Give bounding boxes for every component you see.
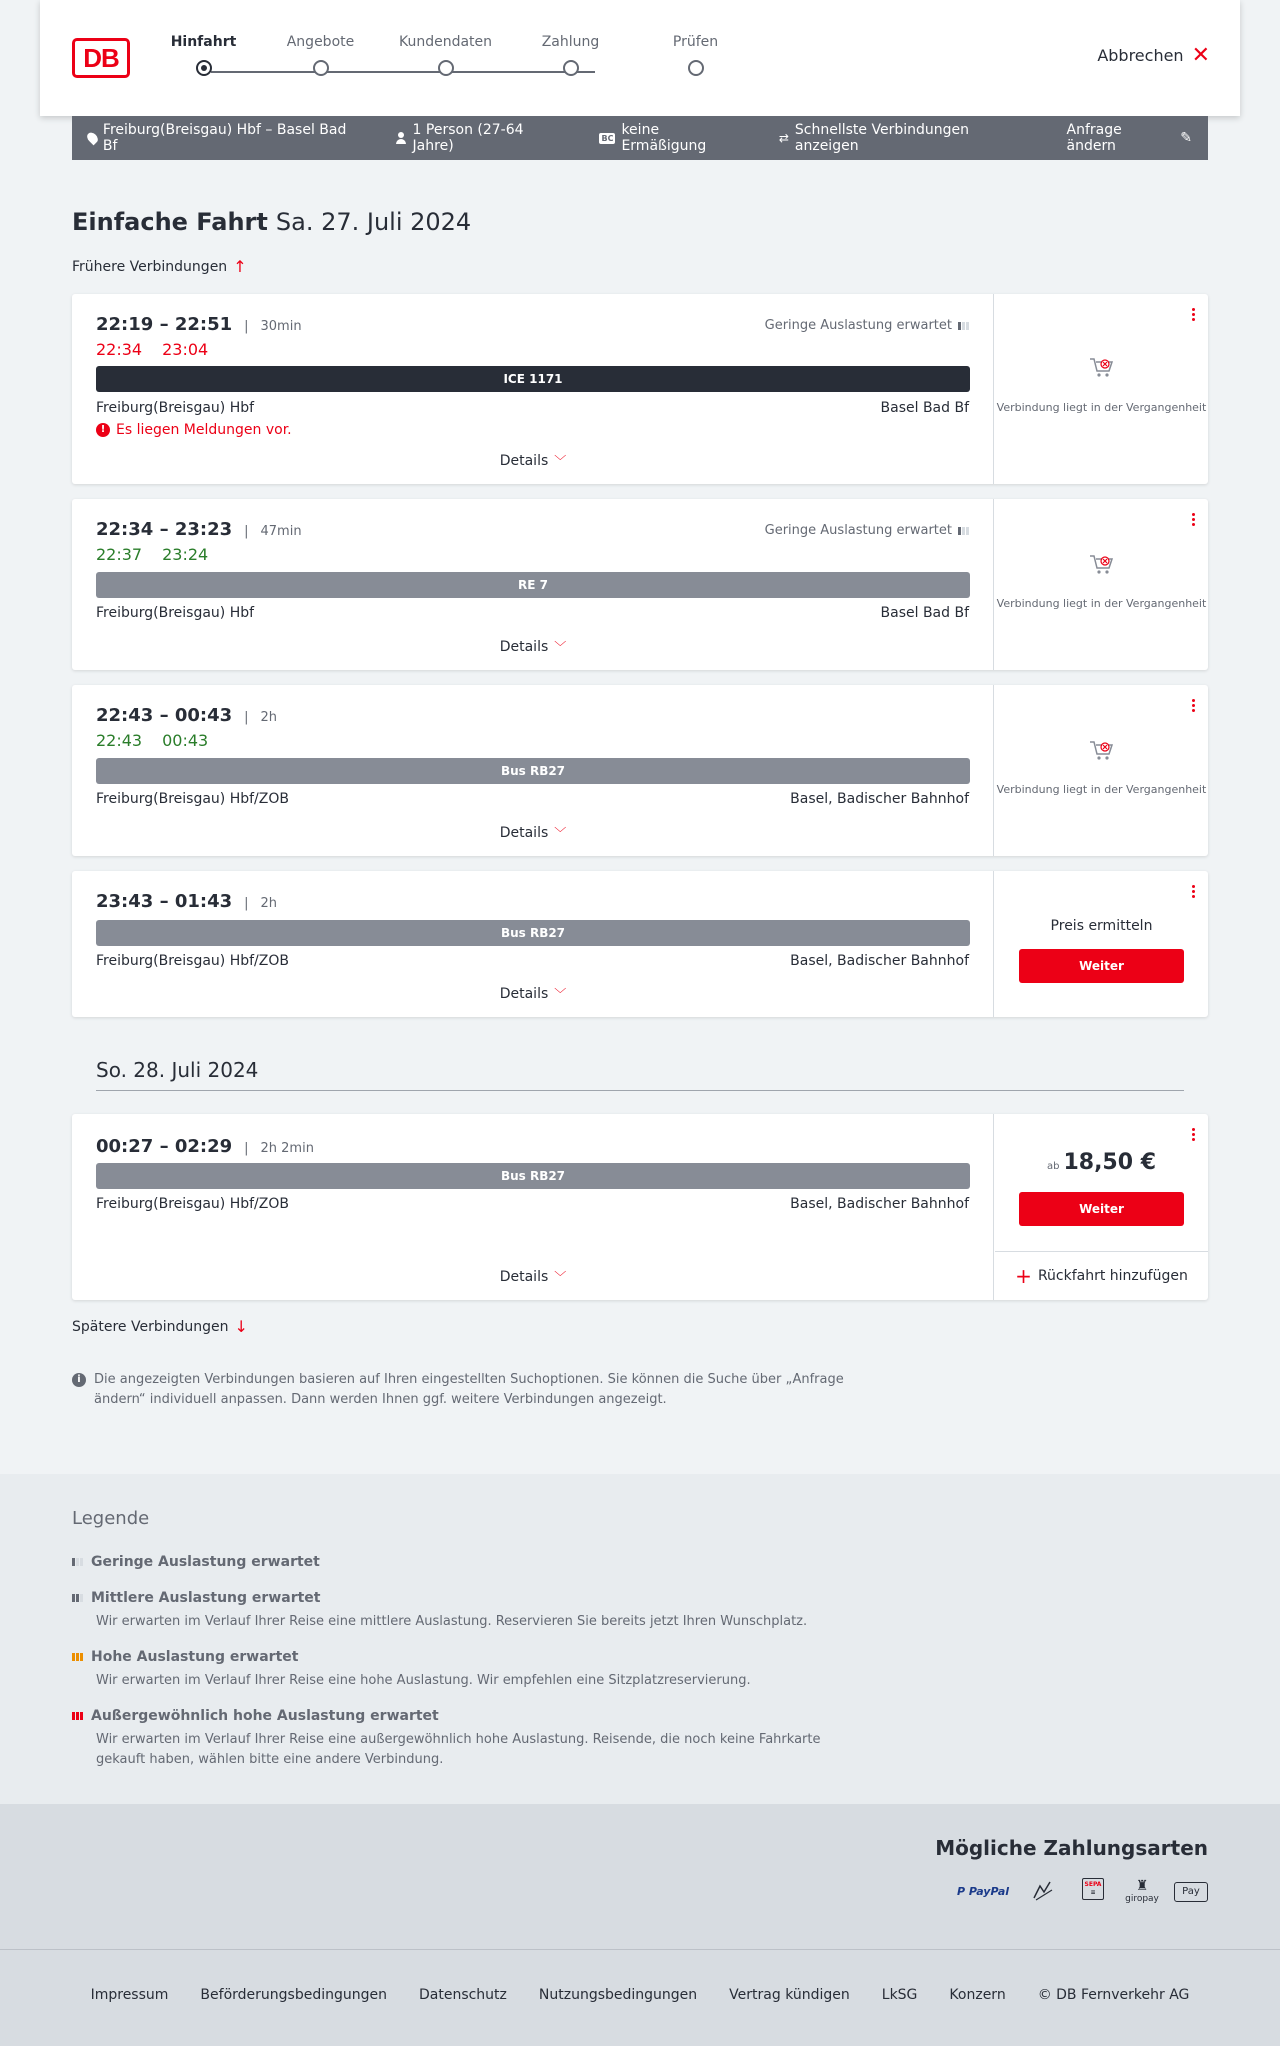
connection-offer <box>995 871 1208 1017</box>
price-determine-label: Preis ermitteln <box>1050 918 1153 934</box>
footer-link-konzern[interactable]: Konzern <box>949 1987 1006 2003</box>
persons-info <box>395 122 568 154</box>
legend-title: Legende <box>72 1508 150 1529</box>
step-zahlung <box>508 30 633 76</box>
duration: | 2h <box>244 896 277 911</box>
bahncard-icon: BC <box>601 133 614 143</box>
change-request-label: Anfrage ändern <box>1066 122 1122 154</box>
train-bar: Bus RB27 <box>96 1163 970 1189</box>
later-label: Spätere Verbindungen <box>72 1318 229 1335</box>
past-status: Verbindung liegt in der Vergangenheit <box>996 401 1207 414</box>
departure-station: Freiburg(Breisgau) Hbf/ZOB <box>96 953 289 969</box>
legend-item-desc: Wir erwarten im Verlauf Ihrer Reise eine hohe Auslastung. Wir empfehlen eine Sitzplatzreservierung. <box>96 1673 751 1688</box>
duration: | 30min <box>244 319 301 334</box>
high-load-icon <box>72 1653 83 1661</box>
load-text: Geringe Auslastung erwartet <box>764 318 952 333</box>
legend-item-low <box>72 1554 852 1570</box>
arrow-up-icon: ↑ <box>233 257 247 276</box>
realtime-arrival: 23:24 <box>162 545 209 564</box>
chevron-down-icon: ﹀ <box>554 454 567 468</box>
info-icon: i <box>72 1373 86 1387</box>
connection-main <box>72 294 994 484</box>
trip-type: Einfache Fahrt <box>72 208 268 236</box>
footer-link-datenschutz[interactable]: Datenschutz <box>418 1987 507 2003</box>
legend-item-title: Mittlere Auslastung erwartet <box>91 1590 321 1606</box>
connection-card[interactable] <box>72 1114 1208 1300</box>
load-indicator <box>765 318 969 333</box>
very-high-load-icon <box>72 1712 83 1720</box>
medium-load-icon <box>72 1594 83 1602</box>
giropay-label: giropay <box>1125 1894 1159 1904</box>
details-toggle[interactable] <box>72 985 994 1002</box>
continue-button[interactable]: Weiter <box>1019 1192 1184 1226</box>
connection-main <box>72 499 994 670</box>
connection-times <box>96 705 277 726</box>
persons-text: 1 Person (27-64 Jahre) <box>412 122 524 154</box>
legend-item-title: Geringe Auslastung erwartet <box>91 1554 320 1570</box>
realtime-departure: 22:34 <box>96 340 143 359</box>
arrow-down-icon: ↓ <box>234 1317 248 1336</box>
low-load-icon <box>72 1558 83 1566</box>
info-note <box>72 1370 852 1410</box>
departure-station: Freiburg(Breisgau) Hbf/ZOB <box>96 791 289 807</box>
details-toggle[interactable] <box>72 1268 994 1285</box>
discount-text: keine Ermäßigung <box>621 122 707 154</box>
paypal-logo: P PayPal <box>956 1885 1010 1898</box>
connection-main <box>72 1114 994 1300</box>
payment-methods-section <box>0 1804 1280 1949</box>
step-dot <box>563 60 579 76</box>
duration: | 2h 2min <box>244 1141 314 1156</box>
earlier-label: Frühere Verbindungen <box>72 258 228 275</box>
person-icon <box>395 132 407 144</box>
realtime-times <box>96 731 228 750</box>
lastschrift-icon <box>1030 1878 1056 1906</box>
footer-link-vertrag-kuendigen[interactable]: Vertrag kündigen <box>729 1987 850 2003</box>
connection-card[interactable] <box>72 685 1208 856</box>
arrival-station: Basel Bad Bf <box>880 605 969 621</box>
cancel-label: Abbrechen <box>1097 46 1184 65</box>
details-label: Details <box>499 825 549 841</box>
change-request-button[interactable] <box>1067 122 1192 154</box>
duration: | 2h <box>244 710 277 725</box>
realtime-departure: 22:43 <box>96 731 143 750</box>
chevron-down-icon: ﹀ <box>554 826 567 840</box>
arrival-station: Basel, Badischer Bahnhof <box>790 953 969 969</box>
page-title <box>72 208 471 236</box>
train-bar: Bus RB27 <box>96 920 970 946</box>
connection-offer <box>995 685 1208 856</box>
connection-offer <box>995 1114 1208 1300</box>
cart-unavailable-icon <box>1089 356 1115 378</box>
step-label: Hinfahrt <box>170 34 237 50</box>
connection-times <box>96 1136 314 1157</box>
option-text: Schnellste Verbindungen anzeigen <box>794 122 969 154</box>
connection-times <box>96 891 277 912</box>
step-dot <box>438 60 454 76</box>
paypal-label: PayPal <box>968 1885 1010 1898</box>
trip-date: Sa. 27. Juli 2024 <box>275 208 472 236</box>
step-hinfahrt <box>141 30 266 76</box>
giropay-logo: ♜ giropay <box>1122 1878 1162 1910</box>
legend-item-high <box>72 1649 852 1691</box>
connection-times <box>96 519 302 540</box>
sepa-icon: SEPA ≡ <box>1082 1878 1108 1906</box>
later-connections-link[interactable] <box>72 1317 248 1336</box>
low-load-icon <box>958 527 969 535</box>
legend-section <box>0 1474 1280 1804</box>
day-separator: So. 28. Juli 2024 <box>96 1058 1184 1091</box>
arrival-station: Basel, Badischer Bahnhof <box>790 1196 969 1212</box>
realtime-arrival: 23:04 <box>162 340 209 359</box>
price-value: 18,50 € <box>1063 1150 1157 1175</box>
arrival-station: Basel Bad Bf <box>880 400 969 416</box>
more-options-icon[interactable] <box>1192 308 1196 323</box>
times-text: 00:27 – 02:29 <box>96 1136 233 1157</box>
departure-station: Freiburg(Breisgau) Hbf/ZOB <box>96 1196 289 1212</box>
option-info <box>779 122 1035 154</box>
legend-item-desc: Wir erwarten im Verlauf Ihrer Reise eine außergewöhnlich hohe Auslastung. Reisende, die noch keine Fahrkarte gekauft haben, wählen bitte eine andere Verbindung. <box>96 1732 821 1767</box>
legend-item-very-high <box>72 1708 852 1770</box>
swap-arrows-icon: ⇄ <box>778 131 789 145</box>
times-text: 22:43 – 00:43 <box>96 705 233 726</box>
connection-times <box>96 314 302 335</box>
low-load-icon <box>958 322 969 330</box>
connection-main <box>72 871 994 1017</box>
details-label: Details <box>499 639 549 655</box>
price-prefix: ab <box>1046 1161 1060 1172</box>
route-text: Freiburg(Breisgau) Hbf – Basel Bad Bf <box>102 122 347 154</box>
step-label: Zahlung <box>541 34 600 50</box>
past-status: Verbindung liegt in der Vergangenheit <box>996 597 1207 610</box>
times-text: 22:19 – 22:51 <box>96 314 233 335</box>
realtime-arrival: 00:43 <box>162 731 209 750</box>
connection-card[interactable] <box>72 294 1208 484</box>
connection-card[interactable] <box>72 871 1208 1017</box>
price <box>995 1150 1208 1175</box>
db-logo[interactable]: DB <box>72 38 130 78</box>
more-options-icon[interactable] <box>1192 513 1196 528</box>
chevron-down-icon: ﹀ <box>554 1270 567 1284</box>
plus-icon: + <box>1015 1264 1032 1288</box>
departure-station: Freiburg(Breisgau) Hbf <box>96 605 255 621</box>
connection-main <box>72 685 994 856</box>
route-info <box>88 122 363 154</box>
message-notice[interactable] <box>96 422 292 438</box>
step-kundendaten <box>383 30 508 76</box>
times-text: 22:34 – 23:23 <box>96 519 233 540</box>
legend-item-medium <box>72 1590 852 1632</box>
departure-station: Freiburg(Breisgau) Hbf <box>96 400 255 416</box>
connection-offer <box>995 499 1208 670</box>
more-options-icon[interactable] <box>1192 885 1196 900</box>
footer-link-impressum[interactable]: Impressum <box>90 1987 169 2003</box>
arrival-station: Basel, Badischer Bahnhof <box>790 791 969 807</box>
past-status: Verbindung liegt in der Vergangenheit <box>996 783 1207 796</box>
more-options-icon[interactable] <box>1192 699 1196 714</box>
chevron-down-icon: ﹀ <box>554 640 567 654</box>
step-pruefen <box>633 30 758 76</box>
apple-pay-logo <box>1174 1882 1208 1902</box>
cart-unavailable-icon <box>1089 739 1115 761</box>
footer-links <box>0 1987 1280 2003</box>
times-text: 23:43 – 01:43 <box>96 891 233 912</box>
close-icon: ✕ <box>1191 42 1210 68</box>
details-label: Details <box>499 1269 549 1285</box>
discount-info <box>599 122 746 154</box>
more-options-icon[interactable] <box>1192 1128 1196 1143</box>
header <box>40 0 1240 116</box>
details-toggle[interactable] <box>72 638 994 655</box>
exclamation-icon: ! <box>96 423 110 437</box>
realtime-times <box>96 545 228 564</box>
footer-link-lksg[interactable]: LkSG <box>881 1987 918 2003</box>
footer-link-nutzungsbedingungen[interactable]: Nutzungsbedingungen <box>538 1987 698 2003</box>
duration: | 47min <box>244 524 301 539</box>
connection-offer <box>995 294 1208 484</box>
step-label: Kundendaten <box>398 34 493 50</box>
footer <box>0 1949 1280 2046</box>
realtime-departure: 22:37 <box>96 545 143 564</box>
chevron-down-icon: ﹀ <box>554 987 567 1001</box>
step-dot <box>196 60 212 76</box>
details-toggle[interactable] <box>72 452 994 469</box>
legend-item-title: Hohe Auslastung erwartet <box>91 1649 299 1665</box>
apple-pay-label: Pay <box>1182 1886 1200 1897</box>
train-bar: Bus RB27 <box>96 758 970 784</box>
footer-copyright: © DB Fernverkehr AG <box>1037 1987 1190 2003</box>
add-return-button[interactable] <box>995 1251 1208 1300</box>
step-dot <box>313 60 329 76</box>
sepa-label: SEPA <box>1084 1881 1102 1888</box>
pencil-icon: ✎ <box>1180 130 1192 146</box>
train-bar: ICE 1171 <box>96 366 970 392</box>
connection-card[interactable] <box>72 499 1208 670</box>
search-summary-bar <box>72 116 1208 160</box>
realtime-times <box>96 340 228 359</box>
legend-item-title: Außergewöhnlich hohe Auslastung erwartet <box>91 1708 439 1724</box>
details-label: Details <box>499 986 549 1002</box>
details-toggle[interactable] <box>72 824 994 841</box>
train-bar: RE 7 <box>96 572 970 598</box>
info-text: Die angezeigten Verbindungen basieren auf Ihren eingestellten Suchoptionen. Sie können die Suche über „Anfrage ändern“ individuell anpassen. Dann werden Ihnen ggf. weitere Verbindungen angezeigt. <box>94 1372 844 1407</box>
details-label: Details <box>499 453 549 469</box>
earlier-connections-link[interactable] <box>72 257 247 276</box>
footer-link-befoerderungsbedingungen[interactable]: Beförderungsbedingungen <box>200 1987 387 2003</box>
payment-title: Mögliche Zahlungsarten <box>935 1836 1208 1860</box>
load-text: Geringe Auslastung erwartet <box>764 523 952 538</box>
progress-stepper <box>140 30 719 90</box>
cancel-button[interactable] <box>1097 42 1210 68</box>
legend-item-desc: Wir erwarten im Verlauf Ihrer Reise eine mittlere Auslastung. Reservieren Sie bereits jetzt Ihren Wunschplatz. <box>96 1614 808 1629</box>
step-angebote <box>258 30 383 76</box>
message-text: Es liegen Meldungen vor. <box>116 422 292 438</box>
step-label: Prüfen <box>672 34 719 50</box>
add-return-label: Rückfahrt hinzufügen <box>1037 1268 1188 1284</box>
location-pin-icon <box>85 131 100 146</box>
step-dot <box>688 60 704 76</box>
cart-unavailable-icon <box>1089 553 1115 575</box>
continue-button[interactable]: Weiter <box>1019 949 1184 983</box>
step-label: Angebote <box>286 34 355 50</box>
load-indicator <box>765 523 969 538</box>
